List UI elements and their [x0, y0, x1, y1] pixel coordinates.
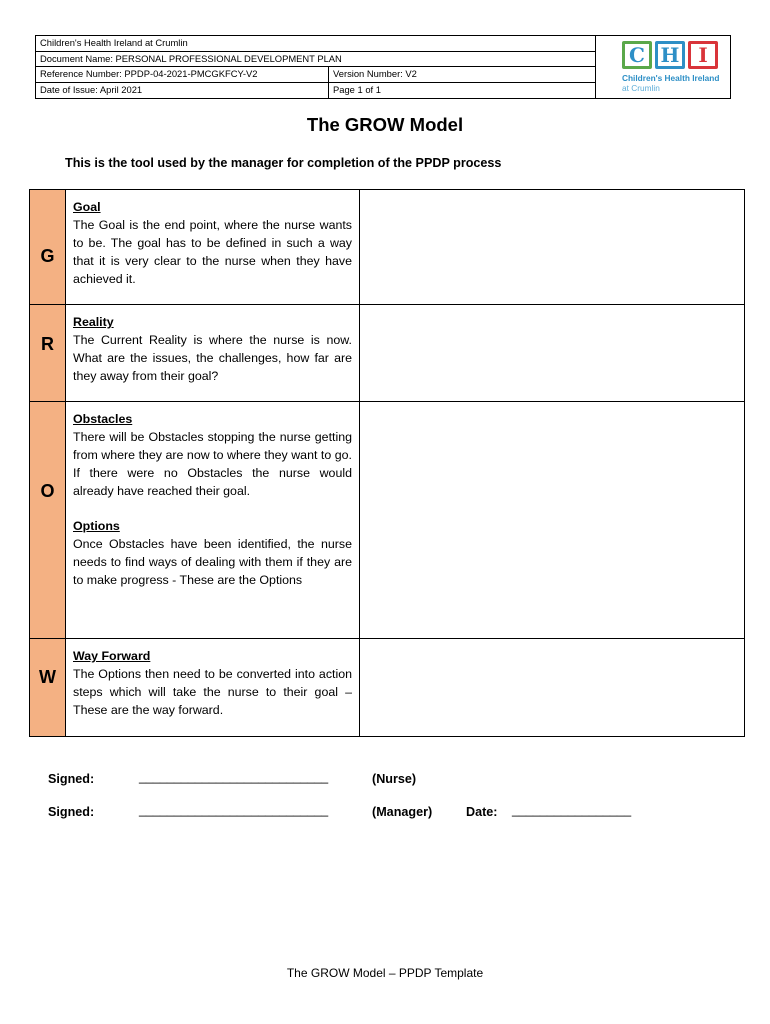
reality-heading: Reality	[73, 315, 114, 329]
reference-row	[36, 67, 595, 83]
grow-row-obstacles-options	[30, 402, 744, 639]
reference-number-cell: Reference Number: PPDP-04-2021-PMCGKFCY-V2	[36, 67, 329, 83]
date-line[interactable]: _________________	[512, 803, 632, 817]
logo-letter-h: H	[655, 41, 685, 69]
goal-entry-cell[interactable]	[360, 190, 744, 304]
grow-table	[29, 189, 745, 737]
signed-label-nurse: Signed:	[48, 772, 95, 786]
organisation-cell: Children's Health Ireland at Crumlin	[36, 36, 595, 52]
document-info-table	[36, 36, 596, 98]
goal-heading: Goal	[73, 200, 101, 214]
grow-letter-o: O	[30, 402, 66, 638]
reality-entry-cell[interactable]	[360, 305, 744, 401]
grow-row-way-forward	[30, 639, 744, 736]
reality-body: The Current Reality is where the nurse is now. What are the issues, the challenges, how far are they away from their goal?	[73, 333, 352, 383]
goal-body: The Goal is the end point, where the nurse wants to be. The goal has to be defined in such a way that it is very clear to the nurse when they have achieved it.	[73, 218, 352, 286]
nurse-label: (Nurse)	[372, 772, 417, 786]
logo-letter-i: I	[688, 41, 718, 69]
signed-label-manager: Signed:	[48, 805, 95, 819]
grow-letter-g: G	[30, 190, 66, 304]
manager-label: (Manager)	[372, 805, 433, 819]
options-heading: Options	[73, 519, 120, 533]
version-number-cell: Version Number: V2	[333, 68, 417, 79]
chi-logo	[596, 36, 731, 98]
way-forward-entry-cell[interactable]	[360, 639, 744, 736]
grow-letter-r: R	[30, 305, 66, 401]
document-name-cell: Document Name: PERSONAL PROFESSIONAL DEVELOPMENT PLAN	[36, 52, 595, 68]
page-footer: The GROW Model – PPDP Template	[286, 966, 484, 980]
obstacles-options-entry-cell[interactable]	[360, 402, 744, 638]
logo-letter-c: C	[622, 41, 652, 69]
grow-description-obstacles-options	[66, 402, 360, 638]
logo-subtitle: at Crumlin	[622, 83, 660, 93]
grow-row-goal	[30, 190, 744, 305]
options-body: Once Obstacles have been identified, the nurse needs to find ways of dealing with them if they are to make progress - These are the Options	[73, 537, 352, 587]
issue-row	[36, 83, 595, 99]
nurse-signature-line[interactable]: ___________________________	[139, 770, 329, 784]
grow-description-reality	[66, 305, 360, 401]
obstacles-heading: Obstacles	[73, 412, 133, 426]
manager-signature-line[interactable]: ___________________________	[139, 803, 329, 817]
way-forward-heading: Way Forward	[73, 649, 151, 663]
way-forward-body: The Options then need to be converted into action steps which will take the nurse to their goal – These are the way forward.	[73, 667, 352, 717]
chi-logo-blocks	[622, 41, 718, 71]
date-label: Date:	[466, 805, 498, 819]
logo-name: Children's Health Ireland	[622, 73, 720, 83]
grow-description-goal	[66, 190, 360, 304]
grow-letter-w: W	[30, 639, 66, 736]
grow-description-way-forward	[66, 639, 360, 736]
obstacles-body: There will be Obstacles stopping the nurse getting from where they are now to where they want to go. If there were no Obstacles the nurse would already have reached their goal.	[73, 430, 352, 498]
document-header	[35, 35, 731, 99]
date-of-issue-cell: Date of Issue: April 2021	[36, 83, 329, 99]
page-subtitle: This is the tool used by the manager for completion of the PPDP process	[65, 156, 502, 170]
grow-row-reality	[30, 305, 744, 402]
page-number-cell: Page 1 of 1	[333, 83, 381, 95]
page-title: The GROW Model	[306, 114, 464, 135]
